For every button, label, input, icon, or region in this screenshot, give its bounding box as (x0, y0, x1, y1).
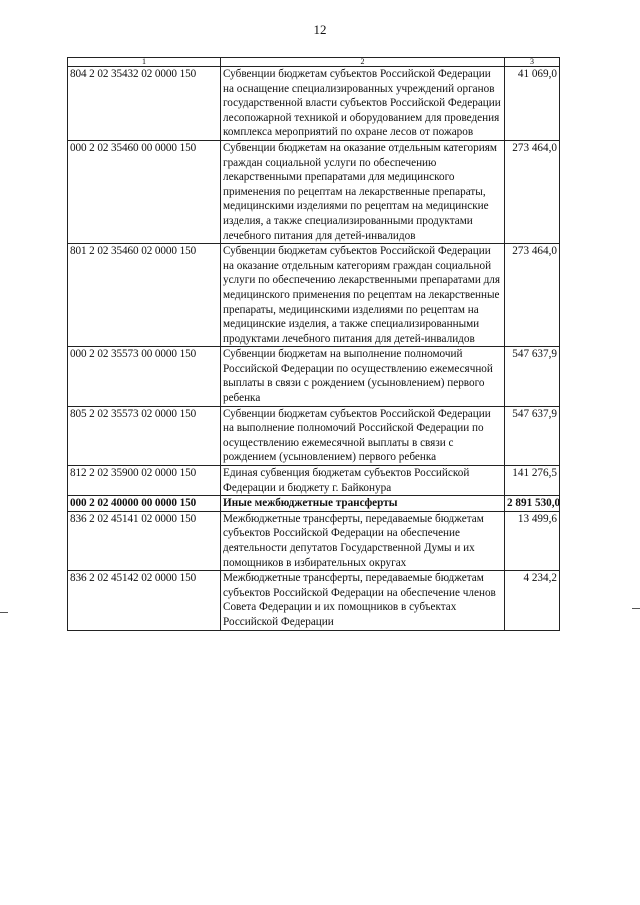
table-row (68, 244, 560, 347)
table-row (68, 511, 560, 570)
code-cell: 000 2 02 35573 00 0000 150 (68, 347, 221, 406)
code-cell: 836 2 02 45141 02 0000 150 (68, 511, 221, 570)
table-row (68, 67, 560, 141)
name-cell: Субвенции бюджетам на выполнение полномочий Российской Федерации по осуществлению ежемесячной выплаты в связи с рождением (усыновлением) первого ребенка (221, 347, 505, 406)
name-cell: Межбюджетные трансферты, передаваемые бюджетам субъектов Российской Федерации на обеспечение членов Совета Федерации и их помощников в субъектах Российской Федерации (221, 571, 505, 630)
table-row (68, 571, 560, 630)
amount-cell: 141 276,5 (505, 466, 560, 496)
name-cell: Субвенции бюджетам субъектов Российской Федерации на выполнение полномочий Российской Федерации по осуществлению ежемесячной выплаты в связи с рождением (усыновлением) первого ребенка (221, 406, 505, 465)
name-cell: Единая субвенция бюджетам субъектов Российской Федерации и бюджету г. Байконура (221, 466, 505, 496)
amount-cell: 273 464,0 (505, 244, 560, 347)
table-header-row (68, 58, 560, 67)
column-header-code: 1 (68, 58, 221, 67)
amount-cell: 547 637,9 (505, 406, 560, 465)
name-cell: Субвенции бюджетам субъектов Российской Федерации на оснащение специализированных учреждений органов государственной власти субъектов Российской Федерации лесопожарной техникой и оборудованием для проведения комплекса мероприятий по охране лесов от пожаров (221, 67, 505, 141)
amount-cell: 4 234,2 (505, 571, 560, 630)
code-cell: 000 2 02 40000 00 0000 150 (68, 496, 221, 512)
page-number: 12 (313, 22, 327, 37)
name-cell: Субвенции бюджетам субъектов Российской Федерации на оказание отдельным категориям граждан социальной услуги по обеспечению лекарственными препаратами для медицинского применения по рецептам на лекарственные препараты, медицинскими изделиями по рецептам на медицинские изделия, а также специализированными продуктами лечебного питания для детей-инвалидов (221, 244, 505, 347)
code-cell: 812 2 02 35900 02 0000 150 (68, 466, 221, 496)
scan-edge-mark (632, 608, 640, 609)
table-row (68, 406, 560, 465)
name-cell: Межбюджетные трансферты, передаваемые бюджетам субъектов Российской Федерации на обеспечение деятельности депутатов Государственной Думы и их помощников в избирательных округах (221, 511, 505, 570)
amount-cell: 547 637,9 (505, 347, 560, 406)
table-row (68, 466, 560, 496)
code-cell: 801 2 02 35460 02 0000 150 (68, 244, 221, 347)
amount-cell: 41 069,0 (505, 67, 560, 141)
scan-edge-mark (0, 612, 8, 613)
amount-cell: 273 464,0 (505, 140, 560, 243)
amount-cell: 13 499,6 (505, 511, 560, 570)
budget-table (67, 57, 560, 631)
code-cell: 000 2 02 35460 00 0000 150 (68, 140, 221, 243)
amount-cell: 2 891 530,0 (505, 496, 560, 512)
table-row (68, 140, 560, 243)
name-cell: Иные межбюджетные трансферты (221, 496, 505, 512)
code-cell: 804 2 02 35432 02 0000 150 (68, 67, 221, 141)
column-header-name: 2 (221, 58, 505, 67)
table-row (68, 496, 560, 512)
code-cell: 805 2 02 35573 02 0000 150 (68, 406, 221, 465)
column-header-amount: 3 (505, 58, 560, 67)
table-row (68, 347, 560, 406)
code-cell: 836 2 02 45142 02 0000 150 (68, 571, 221, 630)
name-cell: Субвенции бюджетам на оказание отдельным категориям граждан социальной услуги по обеспечению лекарственными препаратами для медицинского применения по рецептам на лекарственные препараты, медицинскими изделиями по рецептам на медицинские изделия, а также специализированными продуктами лечебного питания для детей-инвалидов (221, 140, 505, 243)
